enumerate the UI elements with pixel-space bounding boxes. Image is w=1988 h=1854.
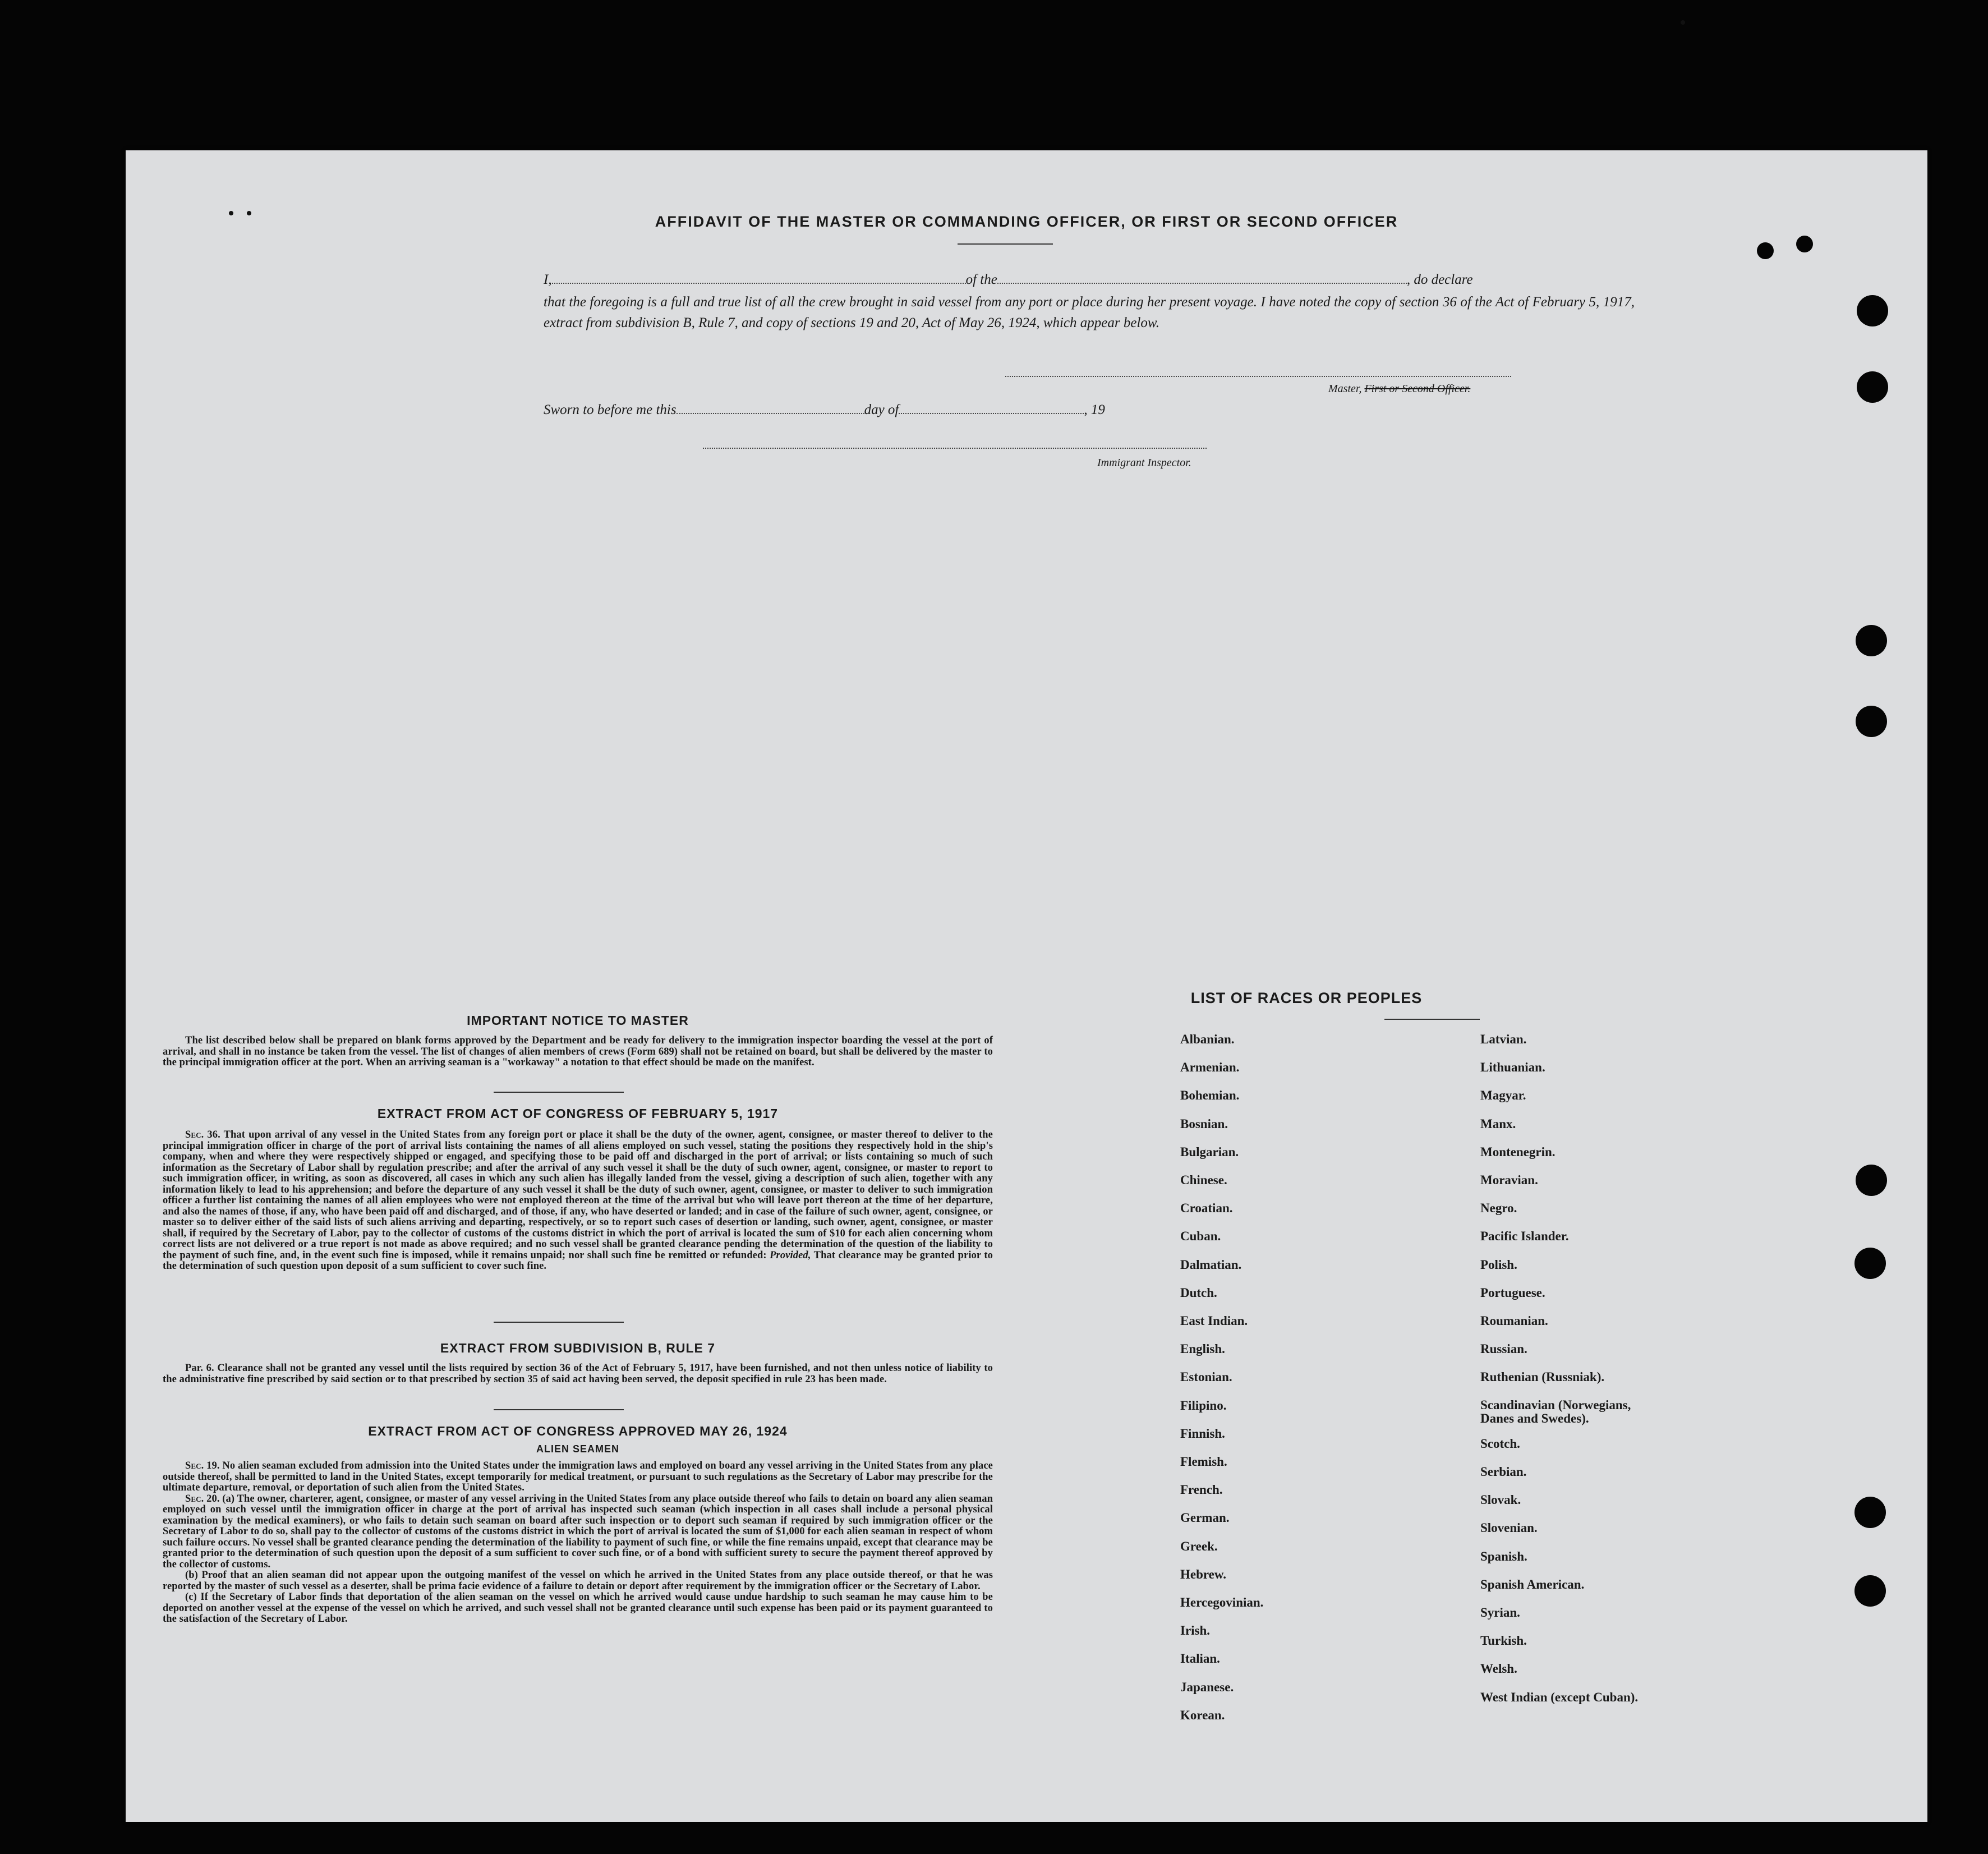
notice-text-block [163, 1036, 993, 1069]
race-item: Greek. [1180, 1539, 1218, 1553]
race-item: Scandinavian (Norwegians, Danes and Swedes). [1480, 1397, 1631, 1425]
race-item: Polish. [1480, 1257, 1517, 1272]
name-blank[interactable] [552, 283, 966, 284]
sec-20b-text: (b) Proof that an alien seaman did not appear upon the outgoing manifest of the vessel on which he arrived in the United States from any place outside thereof, or that he was reported by the master of such vessel as a deserter, shall be prima facie evidence of a failure to detain or deport after requirement by the immigration officer or the Secretary of Labor. [163, 1570, 993, 1592]
race-item: Flemish. [1180, 1455, 1227, 1469]
race-item: Welsh. [1480, 1662, 1517, 1676]
race-item: Japanese. [1180, 1680, 1234, 1694]
race-item: Estonian. [1180, 1370, 1232, 1384]
race-item: Irish. [1180, 1623, 1211, 1638]
extract-1924-subtitle: ALIEN SEAMEN [536, 1443, 619, 1455]
affidavit-body [544, 292, 1635, 333]
affidavit-title-rule [958, 243, 1053, 245]
races-right-column [1480, 1032, 1716, 1728]
race-item: Spanish. [1480, 1549, 1527, 1563]
extract-rule7-title: EXTRACT FROM SUBDIVISION B, RULE 7 [440, 1341, 716, 1355]
race-item: Moravian. [1480, 1173, 1538, 1187]
race-item: Italian. [1180, 1651, 1220, 1666]
sec-19-body: No alien seaman excluded from admission into the United States under the immigration laws and employed on board any vessel arriving in the United States from any place outside thereof, shall be permitted to land in the United States, except temporarily for medical treatment, or pursuant to such regulations as the Secretary of Labor may prescribe for the ultimate departure, removal, or deportation of such alien from the United States. [163, 1460, 993, 1493]
extract-rule7-text: Par. 6. Clearance shall not be granted any vessel until the lists required by section 36 of the Act of February 5, 1917, have been furnished, and not then unless notice of liability to the administrative fine prescribed by said section or to that prescribed by section 35 of said act having been served, the deposit specified in rule 23 has been made. [163, 1363, 993, 1385]
race-item: Montenegrin. [1480, 1144, 1556, 1159]
race-item: Cuban. [1180, 1229, 1221, 1244]
document-page [126, 150, 1927, 1822]
affidavit-body-text: that the foregoing is a full and true list of all the crew brought in said vessel from any port or place during her present voyage. I have noted the copy of section 36 of the Act of February 5, 1917, extract from subdivision B, Rule 7, and copy of sections 19 and 20, Act of May 26, 1924, which appear below. [544, 295, 1635, 330]
notice-title: IMPORTANT NOTICE TO MASTER [467, 1013, 689, 1028]
inspector-label: Immigrant Inspector. [1097, 457, 1191, 469]
race-item: Portuguese. [1480, 1285, 1545, 1300]
sec-20a-body: (a) The owner, charterer, agent, consignee, or master of any vessel arriving in the United States from any place outside thereof who fails to detain on board any alien seaman employed on such vessel until the immigration officer in charge at the port of arrival has inspected such seaman (which inspection in all cases shall include a personal physical examination by the medical examiners), or who fails to detain such seaman on board after such inspection or to deport such seaman if required by such immigration officer or the Secretary of Labor to do so, shall pay to the collector of customs of the customs district in which the port of arrival is located the sum of $1,000 for each alien seaman in respect of whom such failure occurs. No vessel shall be granted clearance pending the determination of the liability to payment of such fine, or while the fine remains unpaid, except that clearance may be granted prior to the determination of such question upon the deposit of a sum sufficient to cover such fine, or of a bond with sufficient surety to secure the payment thereof approved by the collector of customs. [163, 1493, 993, 1570]
extract-rule7-block [163, 1363, 993, 1385]
sec-36-label: Sec. 36. [185, 1129, 220, 1140]
punch-hole [1854, 1497, 1886, 1528]
race-item: Magyar. [1480, 1088, 1526, 1103]
races-title: LIST OF RACES OR PEOPLES [1190, 990, 1423, 1006]
punch-hole [1856, 1165, 1887, 1196]
extract-1917-text [163, 1130, 993, 1272]
vessel-blank[interactable] [997, 283, 1407, 284]
punch-hole [1856, 706, 1887, 737]
punch-hole [1857, 295, 1888, 326]
provided-label: Provided, [770, 1249, 811, 1261]
extract-1917-block [163, 1130, 993, 1272]
punch-hole [1854, 1575, 1886, 1607]
race-item: Slovenian. [1480, 1521, 1538, 1535]
race-item: Dalmatian. [1180, 1257, 1242, 1272]
of-the-label: of the [965, 272, 997, 287]
race-item: Filipino. [1180, 1398, 1227, 1413]
punch-hole [1757, 242, 1774, 259]
race-item: Serbian. [1480, 1465, 1527, 1479]
affidavit-line-1 [544, 273, 1473, 287]
sec-19-text [163, 1461, 993, 1494]
race-item: Hebrew. [1180, 1567, 1226, 1581]
race-item: Dutch. [1180, 1285, 1217, 1300]
races-left-column [1180, 1032, 1393, 1728]
race-item: Finnish. [1180, 1426, 1225, 1441]
master-signature-blank[interactable] [1005, 376, 1511, 377]
extract-rule7-rule [494, 1409, 624, 1410]
race-item: Manx. [1480, 1116, 1516, 1131]
do-declare-label: , do declare [1406, 272, 1473, 287]
race-item: Ruthenian (Russniak). [1480, 1370, 1605, 1384]
extract-1924-block [163, 1461, 993, 1625]
race-item: Syrian. [1480, 1605, 1520, 1620]
race-item: English. [1180, 1342, 1225, 1356]
race-item: Roumanian. [1480, 1314, 1548, 1328]
race-item: Turkish. [1480, 1634, 1527, 1648]
race-item: Hercegovinian. [1180, 1595, 1264, 1609]
race-item: Bohemian. [1180, 1088, 1240, 1103]
year-label: , 19 [1084, 402, 1105, 417]
punch-hole [1854, 1248, 1886, 1279]
background-speck [229, 211, 233, 215]
sec-36-text: That upon arrival of any vessel in the United States from any foreign port or place it shall be the duty of the owner, agent, consignee, or master thereof to deliver to the principal immigration officer in charge of the port of arrival lists containing the names of all aliens employed on such vessel, stating the positions they respectively hold in the ship's company, when and where they were respectively shipped or engaged, and specifying those to be paid off and discharged in the port of arrival; or lists containing so much of such information as the Secretary of Labor shall by regulation prescribe; and after the arrival of any such vessel it shall be the duty of such owner, agent, consignee, or master to report to such immigration officer, in writing, as soon as discovered, all cases in which any such alien has illegally landed from the vessel, giving a description of such alien, together with any information likely to lead to his apprehension; and before the departure of any such vessel it shall be the duty of such owner, agent, consignee, or master to deliver to such immigration officer a further list containing the names of all alien employees who were not employed thereon at the time of the arrival but who will leave port thereon at the time of her departure, and also the names of those, if any, who have been paid off and discharged, and of those, if any, who have deserted or landed; and in case of the failure of such owner, agent, consignee, or master so to deliver either of the said lists of such aliens arriving and departing, respectively, or so to report such cases of desertion or landing, such owner, agent, consignee, or master shall, if required by the Secretary of Labor, pay to the collector of customs of the customs district in which the port of arrival is located the sum of $10 for each alien concerning whom correct lists are not delivered or a true report is not made as above required; and no such vessel shall be granted clearance pending the determination of the question of the liability to the payment of such fine, and, in the event such fine is imposed, while it remains unpaid; nor shall such fine be remitted or refunded: [163, 1129, 993, 1261]
inspector-signature-blank[interactable] [703, 448, 1207, 449]
background-speck [247, 211, 251, 215]
race-item: Albanian. [1180, 1032, 1235, 1046]
punch-hole [1796, 236, 1813, 252]
struck-officer-label: First or Second Officer. [1364, 383, 1471, 395]
background-speck [1681, 20, 1685, 25]
race-item: Pacific Islander. [1480, 1229, 1569, 1244]
race-item: Bosnian. [1180, 1116, 1228, 1131]
race-item: Bulgarian. [1180, 1144, 1239, 1159]
extract-1917-rule [494, 1322, 624, 1323]
race-item: East Indian. [1180, 1314, 1248, 1328]
race-item: Croatian. [1180, 1201, 1233, 1216]
race-item: Latvian. [1480, 1032, 1527, 1046]
sec-36-text-end: That clearance may be granted prior to the determination of such question upon deposit of a sum sufficient to cover such fine. [163, 1249, 993, 1272]
sworn-month-blank[interactable] [899, 413, 1084, 414]
day-of-label: day of [864, 402, 899, 417]
extract-1917-title: EXTRACT FROM ACT OF CONGRESS OF FEBRUARY 5, 1917 [377, 1106, 779, 1121]
race-item: Korean. [1180, 1708, 1225, 1722]
race-item: Lithuanian. [1480, 1060, 1545, 1075]
sec-19-label: Sec. 19. [185, 1460, 220, 1471]
extract-1924-title: EXTRACT FROM ACT OF CONGRESS APPROVED MAY 26, 1924 [368, 1424, 788, 1438]
race-item: Chinese. [1180, 1173, 1227, 1187]
notice-text: The list described below shall be prepared on blank forms approved by the Department and be ready for delivery to the immigration inspector boarding the vessel at the port of arrival, and shall in no instance be taken from the vessel. The list of changes of alien members of crews (Form 689) shall not be retained on board, but shall be delivered by the master to the principal immigration officer at the port. When an arriving seaman is a "workaway" a notation to that effect should be made on the manifest. [163, 1035, 993, 1068]
affidavit-i-label: I, [544, 272, 552, 287]
punch-hole [1857, 371, 1888, 403]
affidavit-title: AFFIDAVIT OF THE MASTER OR COMMANDING OFFICER, OR FIRST OR SECOND OFFICER [655, 213, 1398, 230]
sworn-line [544, 403, 1105, 417]
race-item: Scotch. [1480, 1436, 1520, 1451]
sec-20a-text [163, 1494, 993, 1571]
race-item: Slovak. [1480, 1493, 1521, 1507]
sworn-day-blank[interactable] [677, 413, 864, 414]
notice-rule [494, 1092, 624, 1093]
races-title-rule [1384, 1019, 1480, 1020]
race-item: West Indian (except Cuban). [1480, 1690, 1639, 1704]
sworn-label: Sworn to before me this [544, 402, 677, 417]
master-label: Master, [1328, 383, 1362, 395]
punch-hole [1856, 625, 1887, 656]
race-item: Russian. [1480, 1342, 1527, 1356]
race-item: French. [1180, 1483, 1223, 1497]
sec-20c-text: (c) If the Secretary of Labor finds that deportation of the alien seaman on the vessel on which he arrived would cause undue hardship to such seaman he may cause him to be deported on another vessel at the expense of the vessel on which he arrived, and such vessel shall not be granted clearance until such expense has been paid or its payment guaranteed to the satisfaction of the Secretary of Labor. [163, 1591, 993, 1625]
race-item: Spanish American. [1480, 1577, 1585, 1591]
sec-20-label: Sec. 20. [185, 1493, 220, 1505]
race-item: Negro. [1480, 1201, 1517, 1216]
race-item: German. [1180, 1511, 1230, 1525]
master-signature-label [1328, 383, 1470, 395]
race-item: Armenian. [1180, 1060, 1240, 1075]
